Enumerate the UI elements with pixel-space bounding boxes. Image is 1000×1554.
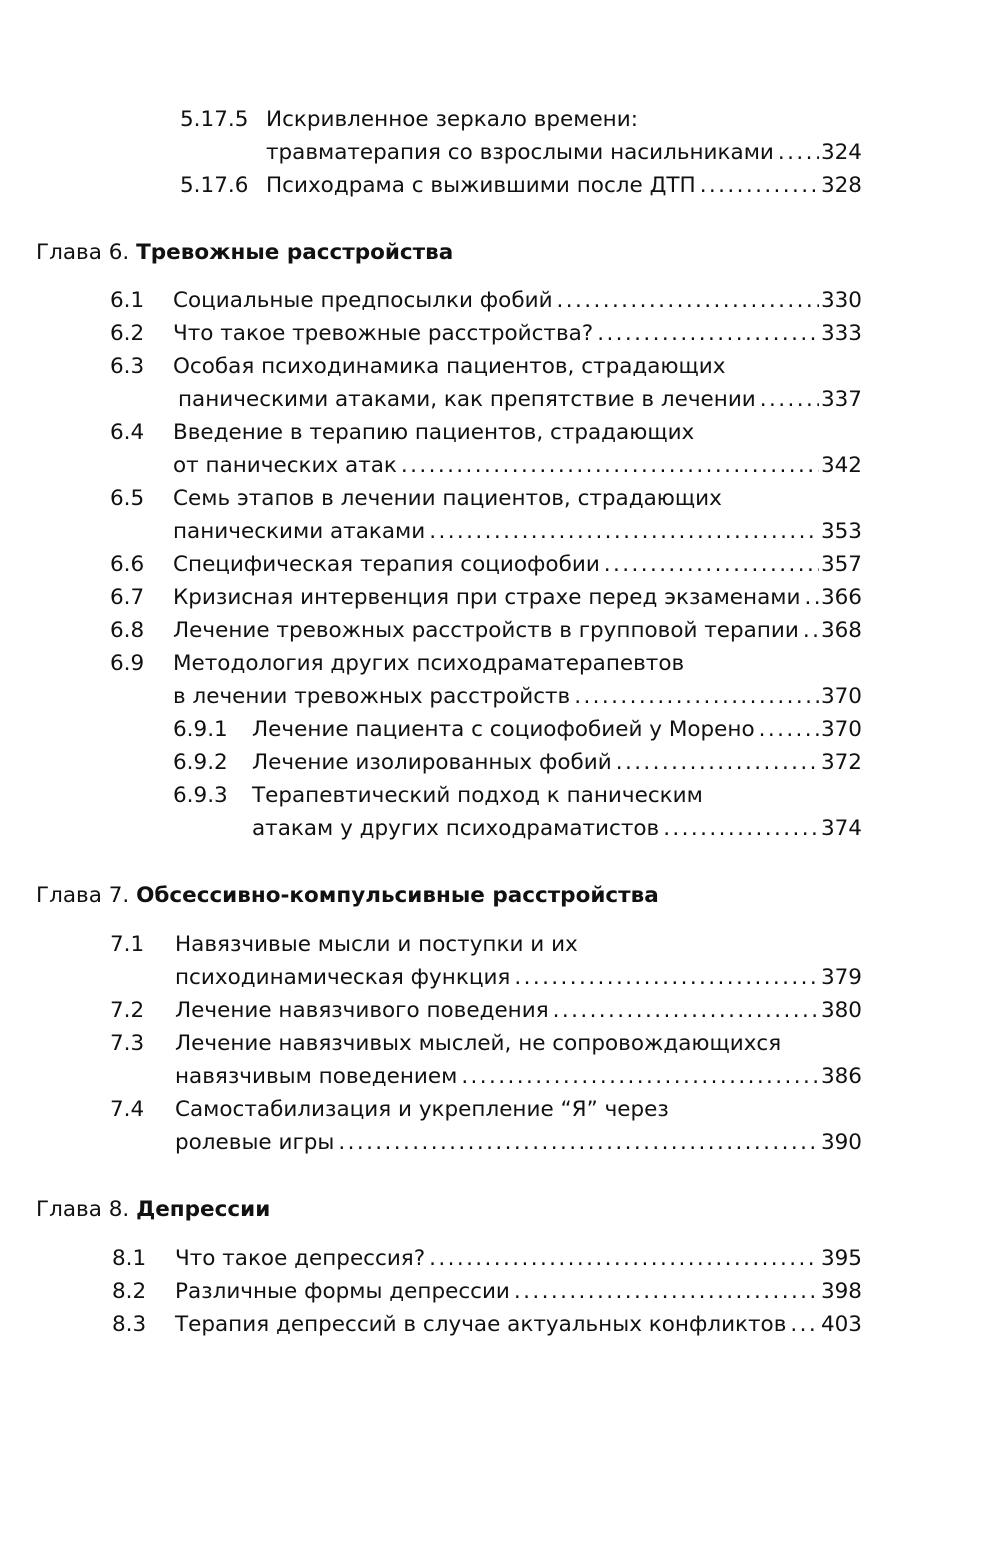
section-title-cont: в лечении тревожных расстройств: [173, 684, 571, 709]
chapter-prefix: Глава 7.: [36, 883, 130, 908]
toc-entry[interactable]: [175, 1060, 862, 1094]
page-number: 403: [820, 1312, 862, 1337]
leader-dots: [338, 1126, 819, 1160]
section-title: Кризисная интервенция при страхе перед экзаменами: [173, 585, 801, 610]
page-number: 398: [820, 1279, 862, 1304]
section-title-cont: травматерапия со взрослыми насильниками: [266, 140, 774, 165]
toc-entry[interactable]: [173, 317, 862, 351]
leader-dots: [700, 169, 819, 203]
leader-dots: [461, 1060, 819, 1094]
page-number: 330: [820, 288, 862, 313]
page-number: 374: [820, 816, 862, 841]
toc-entry[interactable]: [175, 961, 862, 995]
chapter-title: Депрессии: [136, 1197, 271, 1222]
leader-dots: [553, 994, 819, 1028]
page-number: 372: [820, 750, 862, 775]
leader-dots: [574, 680, 819, 714]
section-title: Что такое депрессия?: [175, 1246, 426, 1271]
section-title-cont: навязчивым поведением: [175, 1064, 458, 1089]
section-number: 6.5: [110, 486, 145, 511]
section-number: 6.9: [110, 651, 145, 676]
section-title: Семь этапов в лечении пациентов, страдающих: [173, 486, 722, 511]
chapter-title: Тревожные расстройства: [136, 240, 454, 265]
toc-entry[interactable]: [266, 169, 862, 203]
section-title: Лечение тревожных расстройств в групповой терапии: [173, 618, 799, 643]
section-number: 6.3: [110, 354, 145, 379]
leader-dots: [557, 284, 819, 318]
section-number: 8.2: [112, 1279, 147, 1304]
toc-entry[interactable]: [173, 581, 862, 615]
page-number: 370: [820, 684, 862, 709]
section-number: 8.1: [112, 1246, 147, 1271]
section-title-cont: от панических атак: [173, 453, 397, 478]
leader-dots: [803, 614, 819, 648]
section-number: 6.7: [110, 585, 145, 610]
section-title: Лечение навязчивых мыслей, не сопровождающихся: [175, 1031, 782, 1056]
toc-entry[interactable]: [175, 1242, 862, 1276]
toc-entry[interactable]: [173, 449, 862, 483]
section-title-cont: паническими атаками, как препятствие в лечении: [178, 387, 756, 412]
chapter-heading[interactable]: [36, 1193, 270, 1227]
toc-entry[interactable]: [175, 1126, 862, 1160]
section-number: 5.17.5: [180, 107, 249, 132]
page-number: 337: [820, 387, 862, 412]
toc-entry[interactable]: [173, 515, 862, 549]
section-title: Навязчивые мысли и поступки и их: [175, 932, 578, 957]
section-number: 7.4: [110, 1097, 145, 1122]
toc-entry[interactable]: [252, 713, 862, 747]
section-title: Терапевтический подход к паническим: [252, 783, 703, 808]
section-number: 6.9.2: [173, 750, 228, 775]
page-number: 390: [820, 1130, 862, 1155]
leader-dots: [760, 383, 819, 417]
page-number: 342: [820, 453, 862, 478]
leader-dots: [514, 1275, 819, 1309]
leader-dots: [597, 317, 819, 351]
section-number: 6.9.1: [173, 717, 228, 742]
section-number: 6.1: [110, 288, 145, 313]
section-title-cont: психодинамическая функция: [175, 965, 511, 990]
section-title: Социальные предпосылки фобий: [173, 288, 553, 313]
section-number: 6.2: [110, 321, 145, 346]
page-number: 395: [820, 1246, 862, 1271]
toc-entry[interactable]: [173, 680, 862, 714]
section-title: Самостабилизация и укрепление “Я” через: [175, 1097, 669, 1122]
page-number: 366: [820, 585, 862, 610]
chapter-heading[interactable]: [36, 879, 659, 913]
page-number: 333: [820, 321, 862, 346]
page-number: 357: [820, 552, 862, 577]
page-number: 370: [820, 717, 862, 742]
leader-dots: [759, 713, 819, 747]
section-number: 6.6: [110, 552, 145, 577]
page-number: 379: [820, 965, 862, 990]
leader-dots: [804, 581, 818, 615]
leader-dots: [429, 515, 819, 549]
leader-dots: [514, 961, 819, 995]
toc-entry[interactable]: [178, 383, 862, 417]
page-number: 368: [820, 618, 862, 643]
section-title: Лечение пациента с социофобией у Морено: [252, 717, 755, 742]
section-title: Что такое тревожные расстройства?: [173, 321, 594, 346]
section-title: Специфическая терапия социофобии: [173, 552, 600, 577]
leader-dots: [790, 1308, 819, 1342]
leader-dots: [778, 136, 819, 170]
section-title: Терапия депрессий в случае актуальных конфликтов: [175, 1312, 787, 1337]
chapter-prefix: Глава 6.: [36, 240, 130, 265]
section-title: Психодрама с выжившими после ДТП: [266, 173, 696, 198]
toc-entry[interactable]: [266, 136, 862, 170]
chapter-title: Обсессивно-компульсивные расстройства: [136, 883, 659, 908]
toc-entry[interactable]: [173, 548, 862, 582]
toc-entry[interactable]: [175, 994, 862, 1028]
section-title: Лечение навязчивого поведения: [175, 998, 549, 1023]
leader-dots: [429, 1242, 819, 1276]
leader-dots: [616, 746, 819, 780]
leader-dots: [604, 548, 819, 582]
section-title-cont: атакам у других психодраматистов: [252, 816, 660, 841]
page-number: 386: [820, 1064, 862, 1089]
toc-entry[interactable]: [173, 614, 862, 648]
toc-entry[interactable]: [175, 1275, 862, 1309]
toc-entry[interactable]: [252, 746, 862, 780]
section-title: Различные формы депрессии: [175, 1279, 510, 1304]
section-number: 6.4: [110, 420, 145, 445]
section-number: 5.17.6: [180, 173, 249, 198]
section-number: 8.3: [112, 1312, 147, 1337]
section-number: 7.2: [110, 998, 145, 1023]
page-number: 324: [820, 140, 862, 165]
section-title: Искривленное зеркало времени:: [266, 107, 638, 132]
section-title: Особая психодинамика пациентов, страдающих: [173, 354, 726, 379]
section-number: 7.3: [110, 1031, 145, 1056]
section-title-cont: паническими атаками: [173, 519, 426, 544]
chapter-prefix: Глава 8.: [36, 1197, 130, 1222]
chapter-heading[interactable]: [36, 236, 453, 270]
section-number: 6.8: [110, 618, 145, 643]
section-number: 7.1: [110, 932, 145, 957]
page-number: 353: [820, 519, 862, 544]
section-number: 6.9.3: [173, 783, 228, 808]
leader-dots: [663, 812, 819, 846]
toc-entry[interactable]: [175, 1308, 862, 1342]
page-number: 380: [820, 998, 862, 1023]
toc-entry[interactable]: [173, 284, 862, 318]
page-number: 328: [820, 173, 862, 198]
section-title-cont: ролевые игры: [175, 1130, 335, 1155]
toc-entry[interactable]: [252, 812, 862, 846]
section-title: Введение в терапию пациентов, страдающих: [173, 420, 695, 445]
leader-dots: [401, 449, 819, 483]
section-title: Методология других психодраматерапевтов: [173, 651, 685, 676]
section-title: Лечение изолированных фобий: [252, 750, 612, 775]
